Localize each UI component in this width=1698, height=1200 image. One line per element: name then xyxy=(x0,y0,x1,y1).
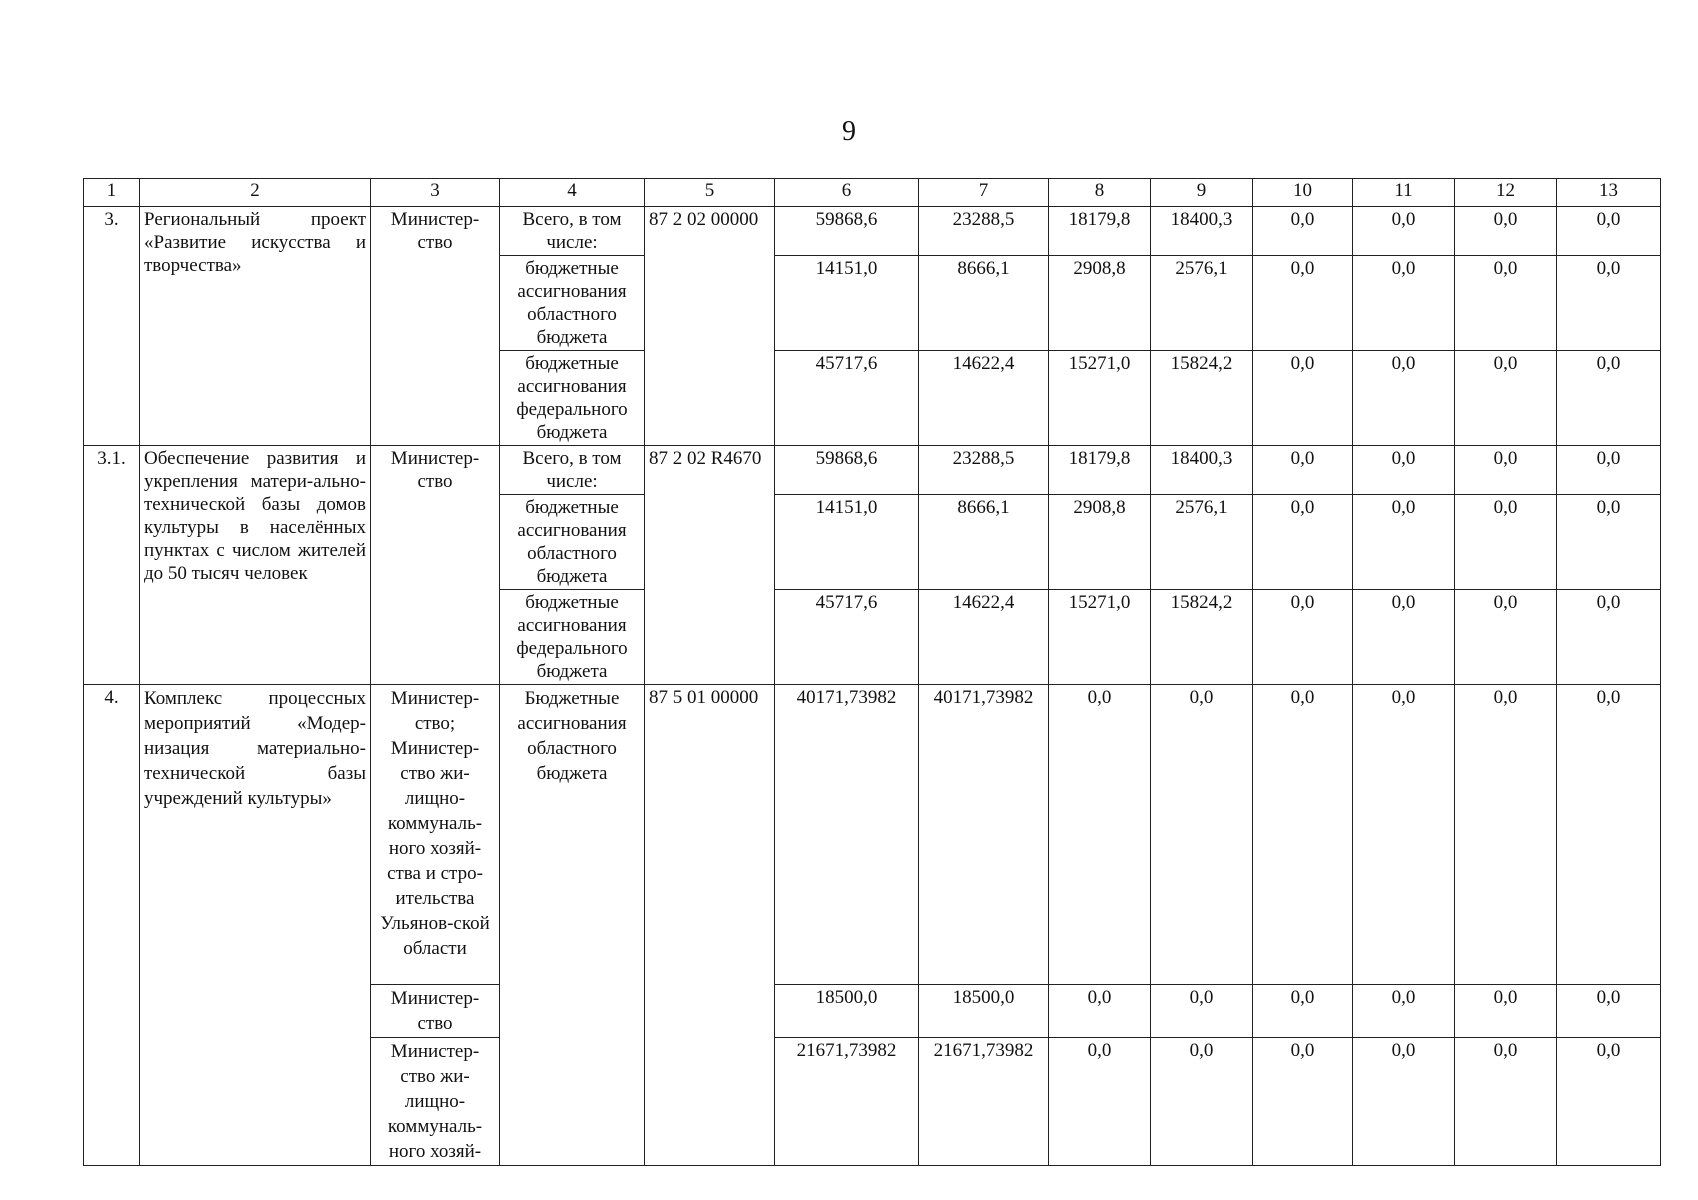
funding-source: Всего, в том числе: xyxy=(500,446,645,495)
value-cell: 15824,2 xyxy=(1151,351,1253,446)
row-number: 3. xyxy=(84,207,140,446)
funding-source: бюджетные ассигнования федерального бюджета xyxy=(500,351,645,446)
value-cell: 0,0 xyxy=(1253,446,1353,495)
value-cell: 21671,73982 xyxy=(919,1038,1049,1166)
value-cell: 0,0 xyxy=(1253,1038,1353,1166)
value-cell: 15271,0 xyxy=(1049,590,1151,685)
budget-table xyxy=(83,178,1661,1166)
table-row xyxy=(84,685,1661,985)
item-name: Региональный проект «Развитие искусства и творчества» xyxy=(140,207,371,446)
value-cell: 8666,1 xyxy=(919,495,1049,590)
budget-code: 87 2 02 R4670 xyxy=(645,446,775,685)
value-cell: 0,0 xyxy=(1049,1038,1151,1166)
value-cell: 14151,0 xyxy=(775,256,919,351)
value-cell: 0,0 xyxy=(1049,985,1151,1038)
page-number: 9 xyxy=(842,116,856,147)
executor: Министер-ство xyxy=(371,446,500,685)
value-cell: 2576,1 xyxy=(1151,256,1253,351)
value-cell: 40171,73982 xyxy=(775,685,919,985)
value-cell: 0,0 xyxy=(1253,207,1353,256)
value-cell: 0,0 xyxy=(1455,985,1557,1038)
value-cell: 0,0 xyxy=(1253,495,1353,590)
value-cell: 0,0 xyxy=(1353,446,1455,495)
value-cell: 0,0 xyxy=(1455,1038,1557,1166)
value-cell: 14151,0 xyxy=(775,495,919,590)
value-cell: 0,0 xyxy=(1353,685,1455,985)
value-cell: 18500,0 xyxy=(775,985,919,1038)
value-cell: 0,0 xyxy=(1253,685,1353,985)
value-cell: 18500,0 xyxy=(919,985,1049,1038)
value-cell: 0,0 xyxy=(1557,495,1661,590)
funding-source: Бюджетные ассигнования областного бюджета xyxy=(500,685,645,1166)
value-cell: 59868,6 xyxy=(775,446,919,495)
value-cell: 0,0 xyxy=(1455,351,1557,446)
value-cell: 45717,6 xyxy=(775,590,919,685)
value-cell: 0,0 xyxy=(1557,446,1661,495)
value-cell: 0,0 xyxy=(1353,495,1455,590)
value-cell: 18179,8 xyxy=(1049,446,1151,495)
executor: Министер-ство xyxy=(371,985,500,1038)
column-header: 4 xyxy=(500,179,645,207)
table-row xyxy=(84,446,1661,495)
column-header: 2 xyxy=(140,179,371,207)
value-cell: 0,0 xyxy=(1151,985,1253,1038)
value-cell: 0,0 xyxy=(1353,351,1455,446)
column-header: 5 xyxy=(645,179,775,207)
value-cell: 0,0 xyxy=(1353,590,1455,685)
value-cell: 18400,3 xyxy=(1151,207,1253,256)
value-cell: 21671,73982 xyxy=(775,1038,919,1166)
value-cell: 0,0 xyxy=(1253,256,1353,351)
value-cell: 0,0 xyxy=(1253,351,1353,446)
table-row xyxy=(84,207,1661,256)
funding-source: бюджетные ассигнования областного бюджета xyxy=(500,495,645,590)
value-cell: 0,0 xyxy=(1455,495,1557,590)
value-cell: 0,0 xyxy=(1557,256,1661,351)
value-cell: 0,0 xyxy=(1557,351,1661,446)
column-header: 13 xyxy=(1557,179,1661,207)
column-header: 9 xyxy=(1151,179,1253,207)
row-number: 4. xyxy=(84,685,140,1166)
value-cell: 14622,4 xyxy=(919,590,1049,685)
value-cell: 0,0 xyxy=(1353,207,1455,256)
value-cell: 0,0 xyxy=(1557,590,1661,685)
value-cell: 14622,4 xyxy=(919,351,1049,446)
value-cell: 23288,5 xyxy=(919,207,1049,256)
value-cell: 0,0 xyxy=(1253,590,1353,685)
column-header: 11 xyxy=(1353,179,1455,207)
value-cell: 0,0 xyxy=(1151,685,1253,985)
column-header: 12 xyxy=(1455,179,1557,207)
value-cell: 2908,8 xyxy=(1049,495,1151,590)
funding-source: Всего, в том числе: xyxy=(500,207,645,256)
executor: Министер-ство жи-лищно-коммуналь-ного хозяй- xyxy=(371,1038,500,1166)
header-row xyxy=(84,179,1661,207)
value-cell: 0,0 xyxy=(1455,207,1557,256)
value-cell: 0,0 xyxy=(1253,985,1353,1038)
column-header: 1 xyxy=(84,179,140,207)
value-cell: 18179,8 xyxy=(1049,207,1151,256)
value-cell: 0,0 xyxy=(1455,590,1557,685)
value-cell: 45717,6 xyxy=(775,351,919,446)
value-cell: 2576,1 xyxy=(1151,495,1253,590)
value-cell: 0,0 xyxy=(1353,1038,1455,1166)
value-cell: 8666,1 xyxy=(919,256,1049,351)
value-cell: 0,0 xyxy=(1049,685,1151,985)
value-cell: 0,0 xyxy=(1557,207,1661,256)
column-header: 6 xyxy=(775,179,919,207)
column-header: 7 xyxy=(919,179,1049,207)
value-cell: 40171,73982 xyxy=(919,685,1049,985)
value-cell: 0,0 xyxy=(1455,685,1557,985)
value-cell: 0,0 xyxy=(1151,1038,1253,1166)
budget-code: 87 5 01 00000 xyxy=(645,685,775,1166)
executor: Министер-ство xyxy=(371,207,500,446)
item-name: Обеспечение развития и укрепления матери-ально-технической базы домов культуры в населённых пунктах с числом жителей до 50 тысяч человек xyxy=(140,446,371,685)
value-cell: 0,0 xyxy=(1353,985,1455,1038)
value-cell: 18400,3 xyxy=(1151,446,1253,495)
column-header: 8 xyxy=(1049,179,1151,207)
value-cell: 15824,2 xyxy=(1151,590,1253,685)
value-cell: 23288,5 xyxy=(919,446,1049,495)
value-cell: 2908,8 xyxy=(1049,256,1151,351)
value-cell: 0,0 xyxy=(1353,256,1455,351)
value-cell: 0,0 xyxy=(1557,1038,1661,1166)
value-cell: 0,0 xyxy=(1557,685,1661,985)
executor: Министер-ство; Министер-ство жи-лищно-коммуналь-ного хозяй-ства и стро-ительства Ульянов-ской области xyxy=(371,685,500,985)
value-cell: 0,0 xyxy=(1455,256,1557,351)
row-number: 3.1. xyxy=(84,446,140,685)
item-name: Комплекс процессных мероприятий «Модер-низация материально-технической базы учреждений культуры» xyxy=(140,685,371,1166)
value-cell: 0,0 xyxy=(1455,446,1557,495)
value-cell: 59868,6 xyxy=(775,207,919,256)
column-header: 3 xyxy=(371,179,500,207)
column-header: 10 xyxy=(1253,179,1353,207)
funding-source: бюджетные ассигнования федерального бюджета xyxy=(500,590,645,685)
funding-source: бюджетные ассигнования областного бюджета xyxy=(500,256,645,351)
budget-code: 87 2 02 00000 xyxy=(645,207,775,446)
value-cell: 15271,0 xyxy=(1049,351,1151,446)
value-cell: 0,0 xyxy=(1557,985,1661,1038)
